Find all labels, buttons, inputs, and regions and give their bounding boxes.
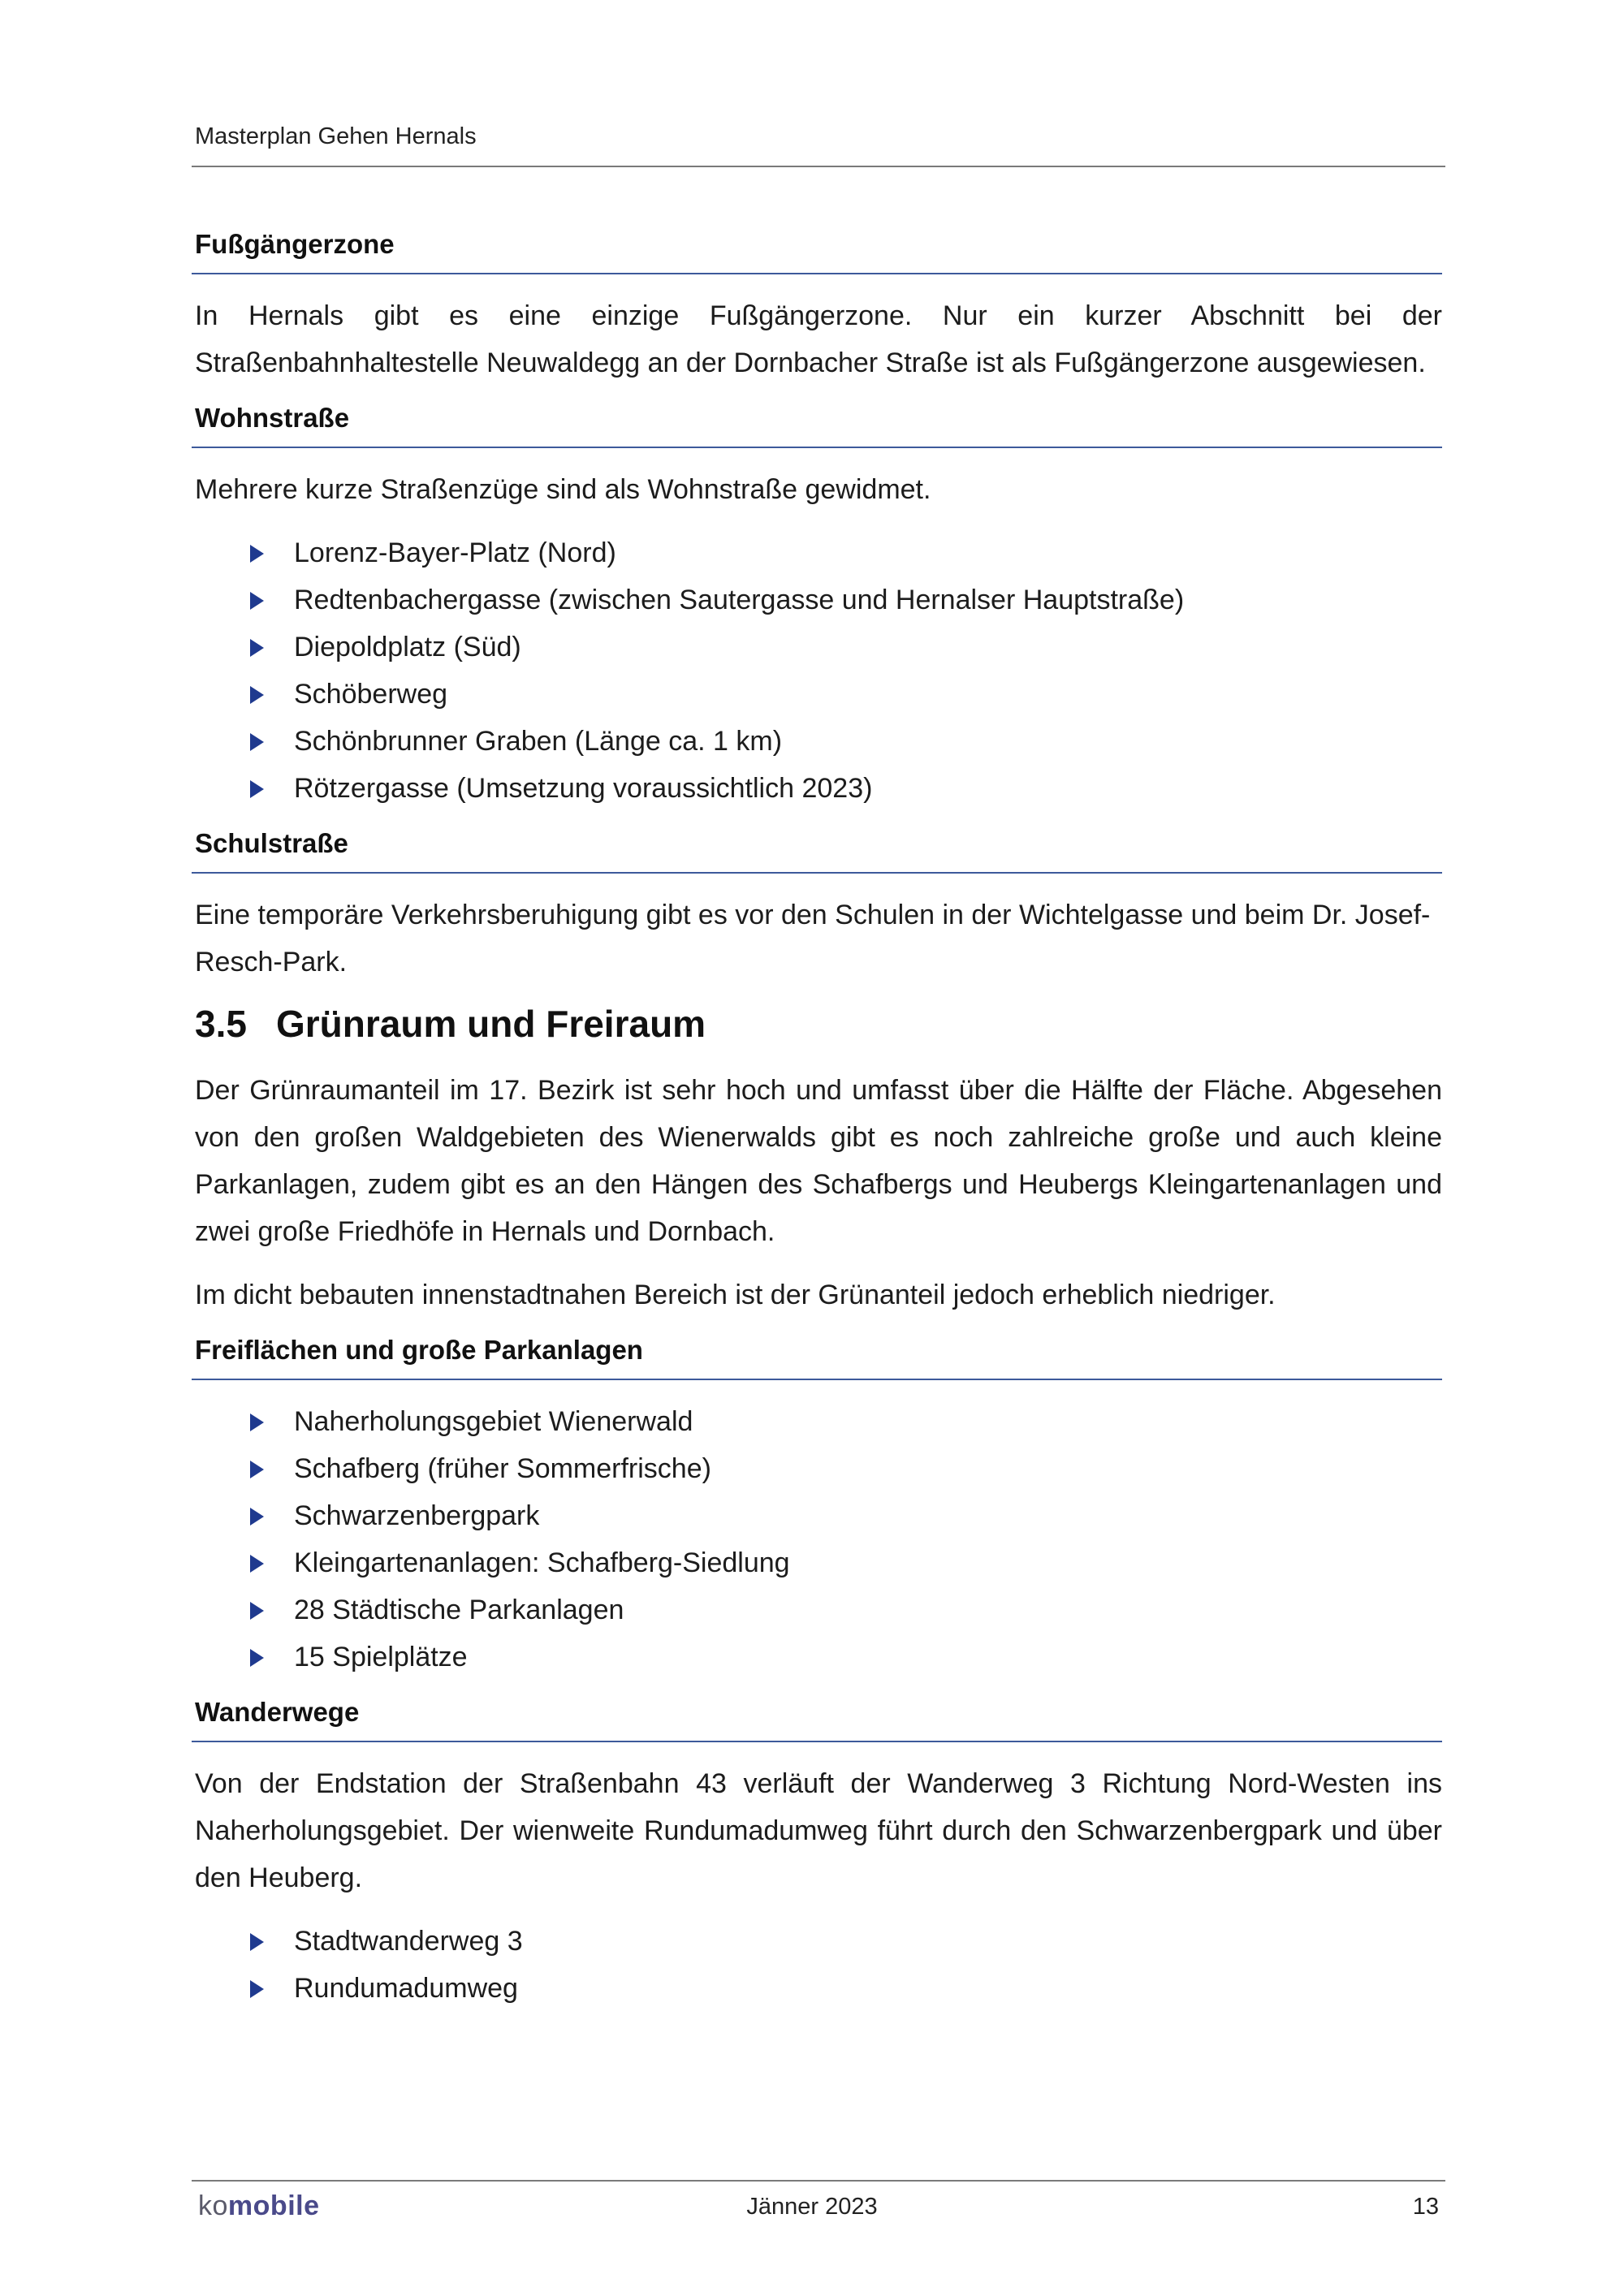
list-item: Redtenbachergasse (zwischen Sautergasse und Hernalser Hauptstraße)	[250, 576, 1442, 624]
list-item: Schwarzenbergpark	[250, 1492, 1442, 1539]
paragraph-gruenraum-2: Im dicht bebauten innenstadtnahen Bereich ist der Grünanteil jedoch erheblich niedriger.	[195, 1280, 1276, 1310]
bullet-triangle-icon	[250, 1933, 264, 1951]
header-divider	[192, 166, 1445, 167]
page-number: 13	[1412, 2194, 1439, 2220]
heading-fussgaengerzone: Fußgängerzone	[192, 229, 1442, 274]
heading-freiflaechen: Freiflächen und große Parkanlagen	[192, 1335, 1442, 1380]
bullet-triangle-icon	[250, 780, 264, 798]
bullet-triangle-icon	[250, 592, 264, 610]
list-item: Kleingartenanlagen: Schafberg-Siedlung	[250, 1539, 1442, 1586]
bullet-triangle-icon	[250, 1461, 264, 1478]
footer-date: Jänner 2023	[746, 2194, 878, 2220]
bullet-triangle-icon	[250, 1980, 264, 1998]
bullet-triangle-icon	[250, 686, 264, 704]
list-item: Rötzergasse (Umsetzung voraussichtlich 2023)	[250, 765, 1442, 812]
paragraph-wohnstrasse: Mehrere kurze Straßenzüge sind als Wohnstraße gewidmet.	[195, 474, 931, 505]
list-item: Schöberweg	[250, 671, 1442, 718]
paragraph-schulstrasse: Eine temporäre Verkehrsberuhigung gibt es vor den Schulen in der Wichtelgasse und beim Dr. Josef-Resch-Park.	[195, 900, 1431, 978]
list-wohnstrasse	[195, 529, 1442, 812]
list-item: Stadtwanderweg 3	[250, 1918, 1442, 1965]
list-item: Diepoldplatz (Süd)	[250, 624, 1442, 671]
bullet-triangle-icon	[250, 545, 264, 563]
footer-divider	[192, 2180, 1445, 2182]
paragraph-fussgaengerzone: In Hernals gibt es eine einzige Fußgängerzone. Nur ein kurzer Abschnitt bei der Straßenbahnhaltestelle Neuwaldegg an der Dornbacher Straße ist als Fußgängerzone ausgewiesen.	[195, 300, 1442, 378]
page-content	[195, 229, 1442, 2028]
list-wanderwege	[195, 1918, 1442, 2012]
list-freiflaechen	[195, 1398, 1442, 1681]
list-item: Schafberg (früher Sommerfrische)	[250, 1445, 1442, 1492]
bullet-triangle-icon	[250, 639, 264, 657]
paragraph-wanderwege: Von der Endstation der Straßenbahn 43 verläuft der Wanderweg 3 Richtung Nord-Westen ins Naherholungsgebiet. Der wienweite Rundumadumweg führt durch den Schwarzenbergpark und über den Heuberg.	[195, 1768, 1442, 1893]
list-item: 15 Spielplätze	[250, 1634, 1442, 1681]
section-title: Grünraum und Freiraum	[276, 1003, 706, 1045]
heading-wohnstrasse: Wohnstraße	[192, 403, 1442, 448]
list-item: Rundumadumweg	[250, 1965, 1442, 2012]
section-title-gruenraum	[195, 1002, 1442, 1046]
bullet-triangle-icon	[250, 1602, 264, 1620]
list-item: Lorenz-Bayer-Platz (Nord)	[250, 529, 1442, 576]
section-number: 3.5	[195, 1003, 247, 1045]
bullet-triangle-icon	[250, 1649, 264, 1667]
bullet-triangle-icon	[250, 733, 264, 751]
list-item: Schönbrunner Graben (Länge ca. 1 km)	[250, 718, 1442, 765]
bullet-triangle-icon	[250, 1508, 264, 1526]
bullet-triangle-icon	[250, 1413, 264, 1431]
heading-schulstrasse: Schulstraße	[192, 828, 1442, 874]
heading-wanderwege: Wanderwege	[192, 1697, 1442, 1742]
paragraph-gruenraum-1: Der Grünraumanteil im 17. Bezirk ist sehr hoch und umfasst über die Hälfte der Fläche. Abgesehen von den großen Waldgebieten des Wienerwalds gibt es noch zahlreiche große und auch kleine Parkanlagen, zudem gibt es an den Hängen des Schafbergs und Heubergs Kleingartenanlagen und zwei große Friedhöfe in Hernals und Dornbach.	[195, 1075, 1442, 1247]
list-item: 28 Städtische Parkanlagen	[250, 1586, 1442, 1634]
running-header: Masterplan Gehen Hernals	[195, 123, 477, 149]
komobile-logo: komobile	[198, 2190, 320, 2221]
list-item: Naherholungsgebiet Wienerwald	[250, 1398, 1442, 1445]
bullet-triangle-icon	[250, 1555, 264, 1573]
